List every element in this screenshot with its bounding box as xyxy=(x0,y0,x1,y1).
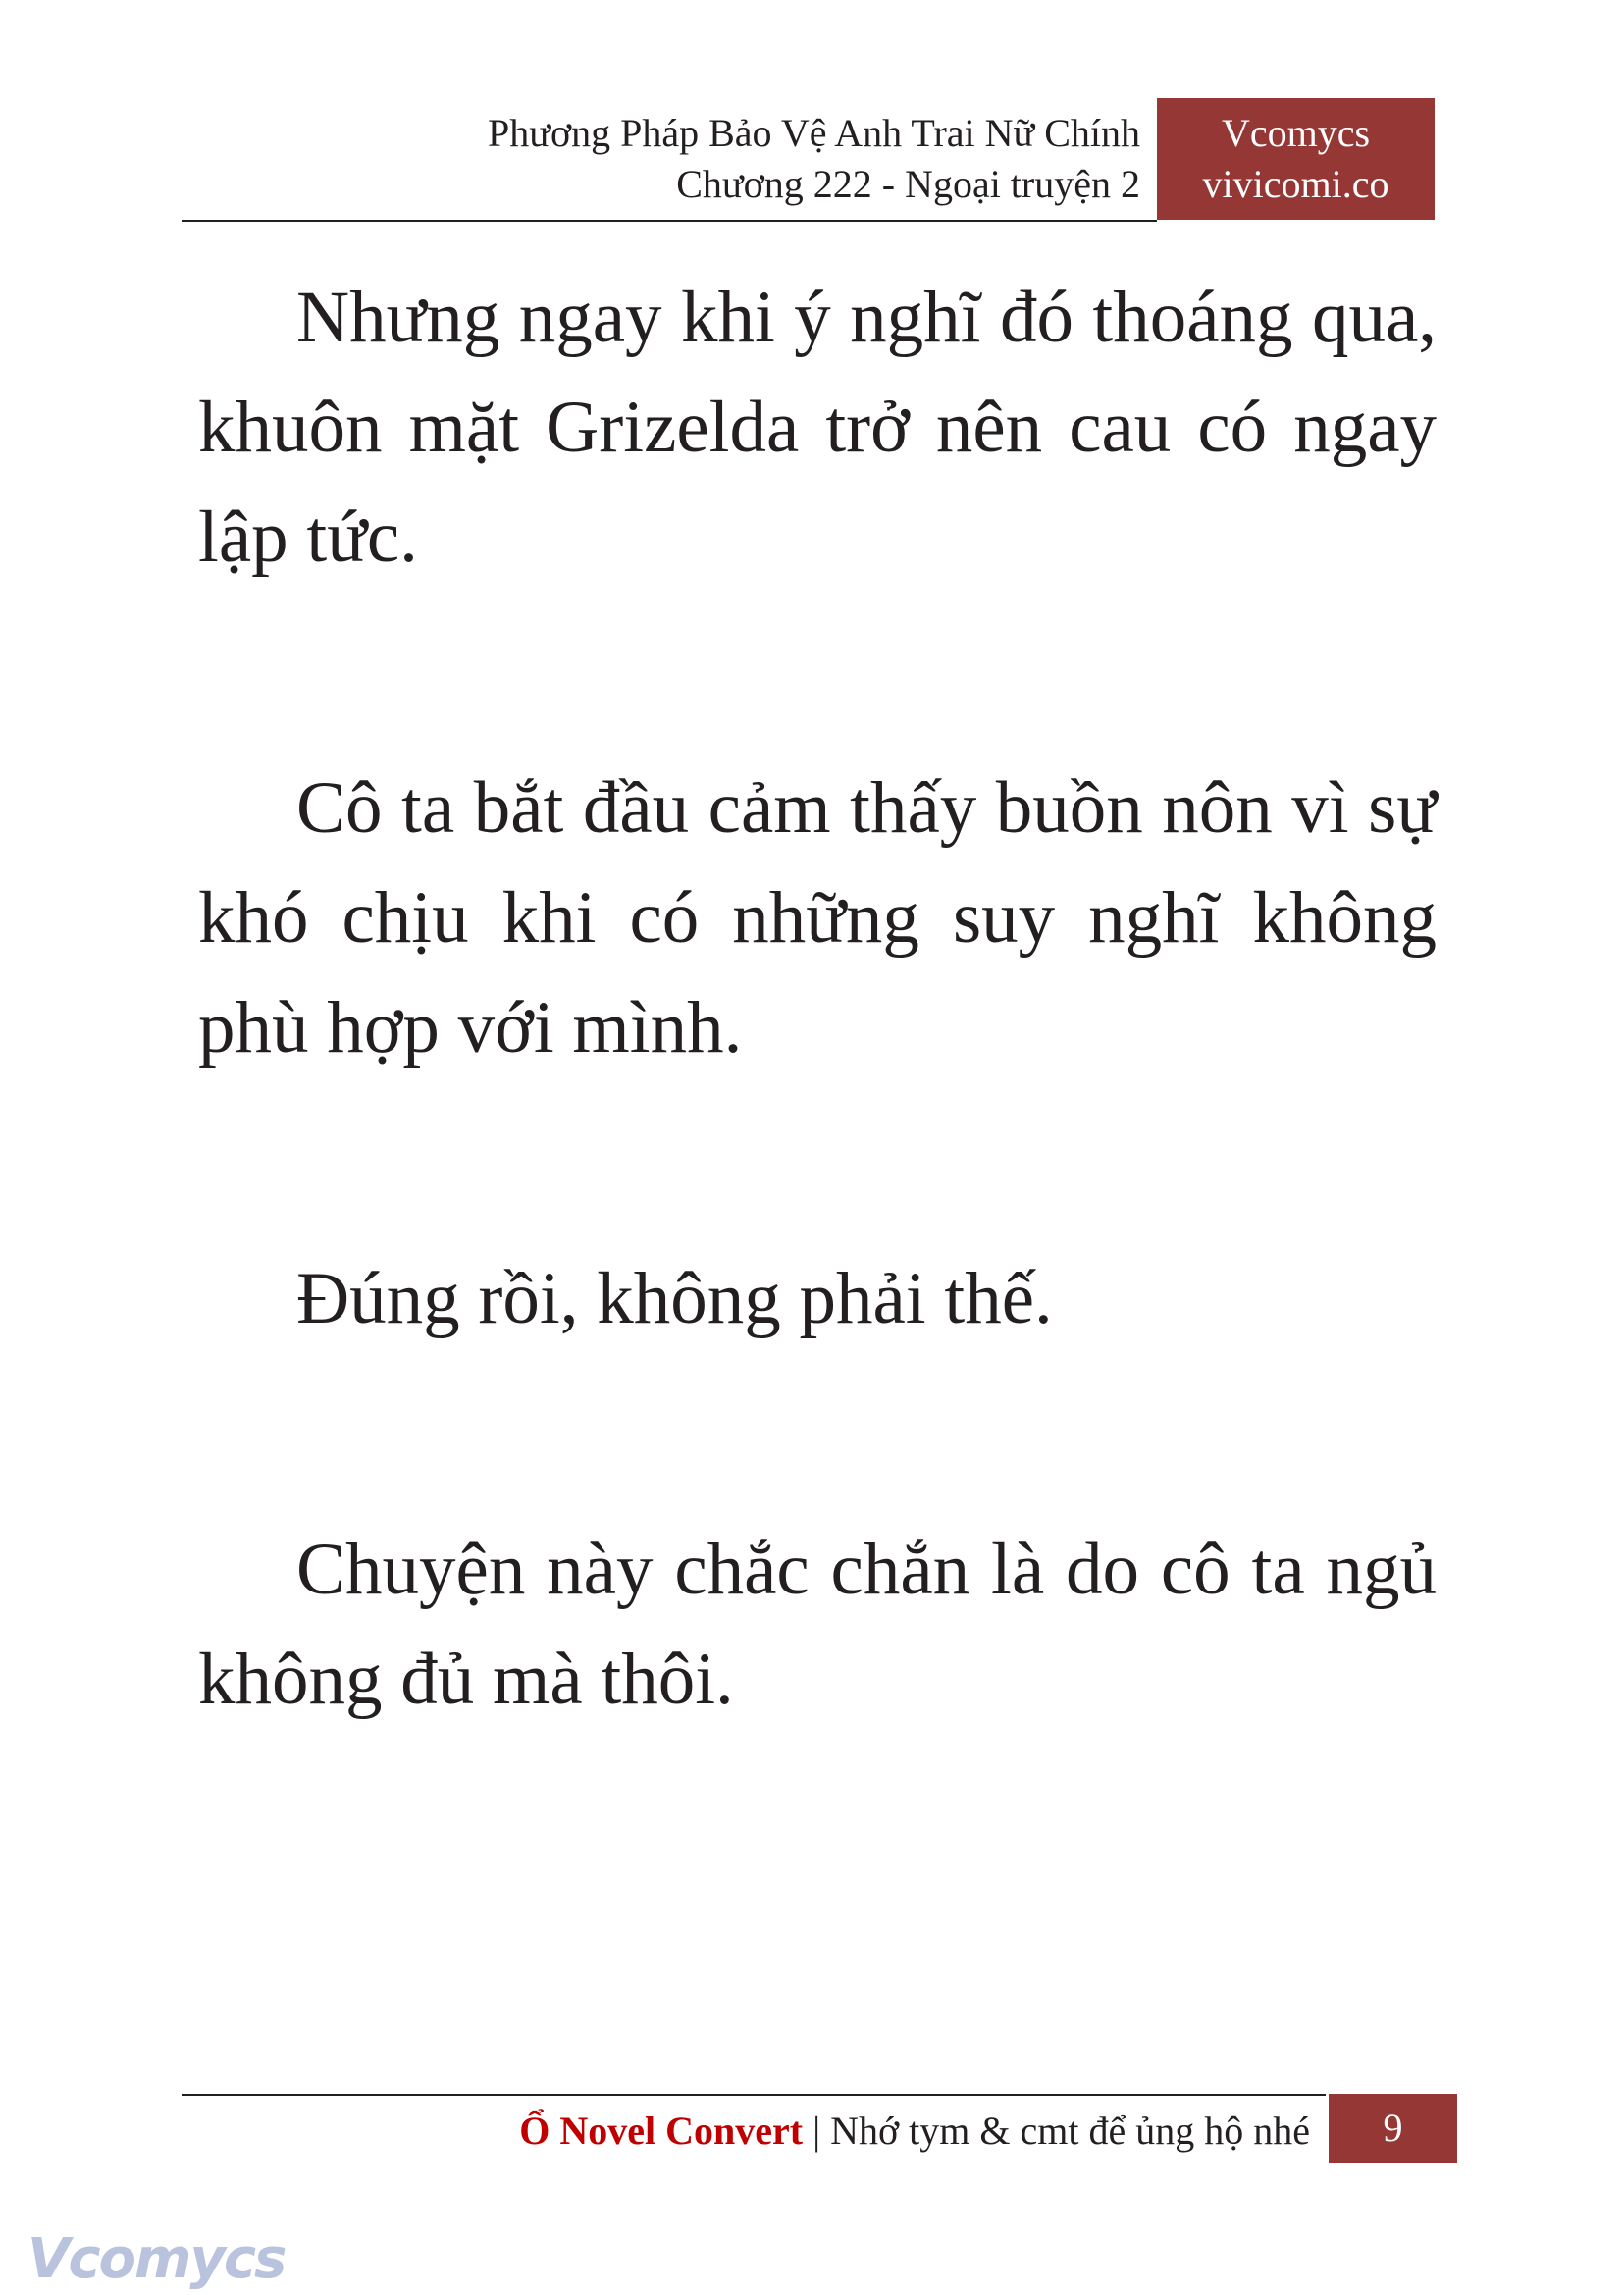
chapter-title: Chương 222 - Ngoại truyện 2 xyxy=(676,162,1140,206)
paragraph: Nhưng ngay khi ý nghĩ đó thoáng qua, khuôn mặt Grizelda trở nên cau có ngay lập tức. xyxy=(198,277,1437,578)
watermark-logo: Vcomycs xyxy=(27,2227,286,2291)
paragraph: Cô ta bắt đầu cảm thấy buồn nôn vì sự khó chịu khi có những suy nghĩ không phù hợp với mình. xyxy=(198,767,1437,1069)
paragraph: Đúng rồi, không phải thế. xyxy=(296,1258,1053,1339)
badge-site-url: vivicomi.co xyxy=(1202,162,1389,206)
footer-brand: Ổ Novel Convert xyxy=(519,2109,804,2153)
footer-message: Nhớ tym & cmt để ủng hộ nhé xyxy=(830,2109,1310,2153)
page-body xyxy=(198,263,1437,1735)
footer-divider xyxy=(182,2094,1326,2096)
header-text xyxy=(488,108,1140,210)
footer-text xyxy=(519,2106,1310,2157)
footer-separator: | xyxy=(812,2109,821,2153)
header-badge xyxy=(1157,98,1435,220)
page-footer xyxy=(182,2094,1457,2161)
header-divider xyxy=(182,220,1157,222)
badge-site-name: Vcomycs xyxy=(1221,111,1371,155)
paragraph: Chuyện này chắc chắn là do cô ta ngủ không đủ mà thôi. xyxy=(198,1529,1437,1720)
page-number: 9 xyxy=(1329,2094,1457,2163)
book-title: Phương Pháp Bảo Vệ Anh Trai Nữ Chính xyxy=(488,111,1140,155)
page-header xyxy=(182,98,1435,220)
